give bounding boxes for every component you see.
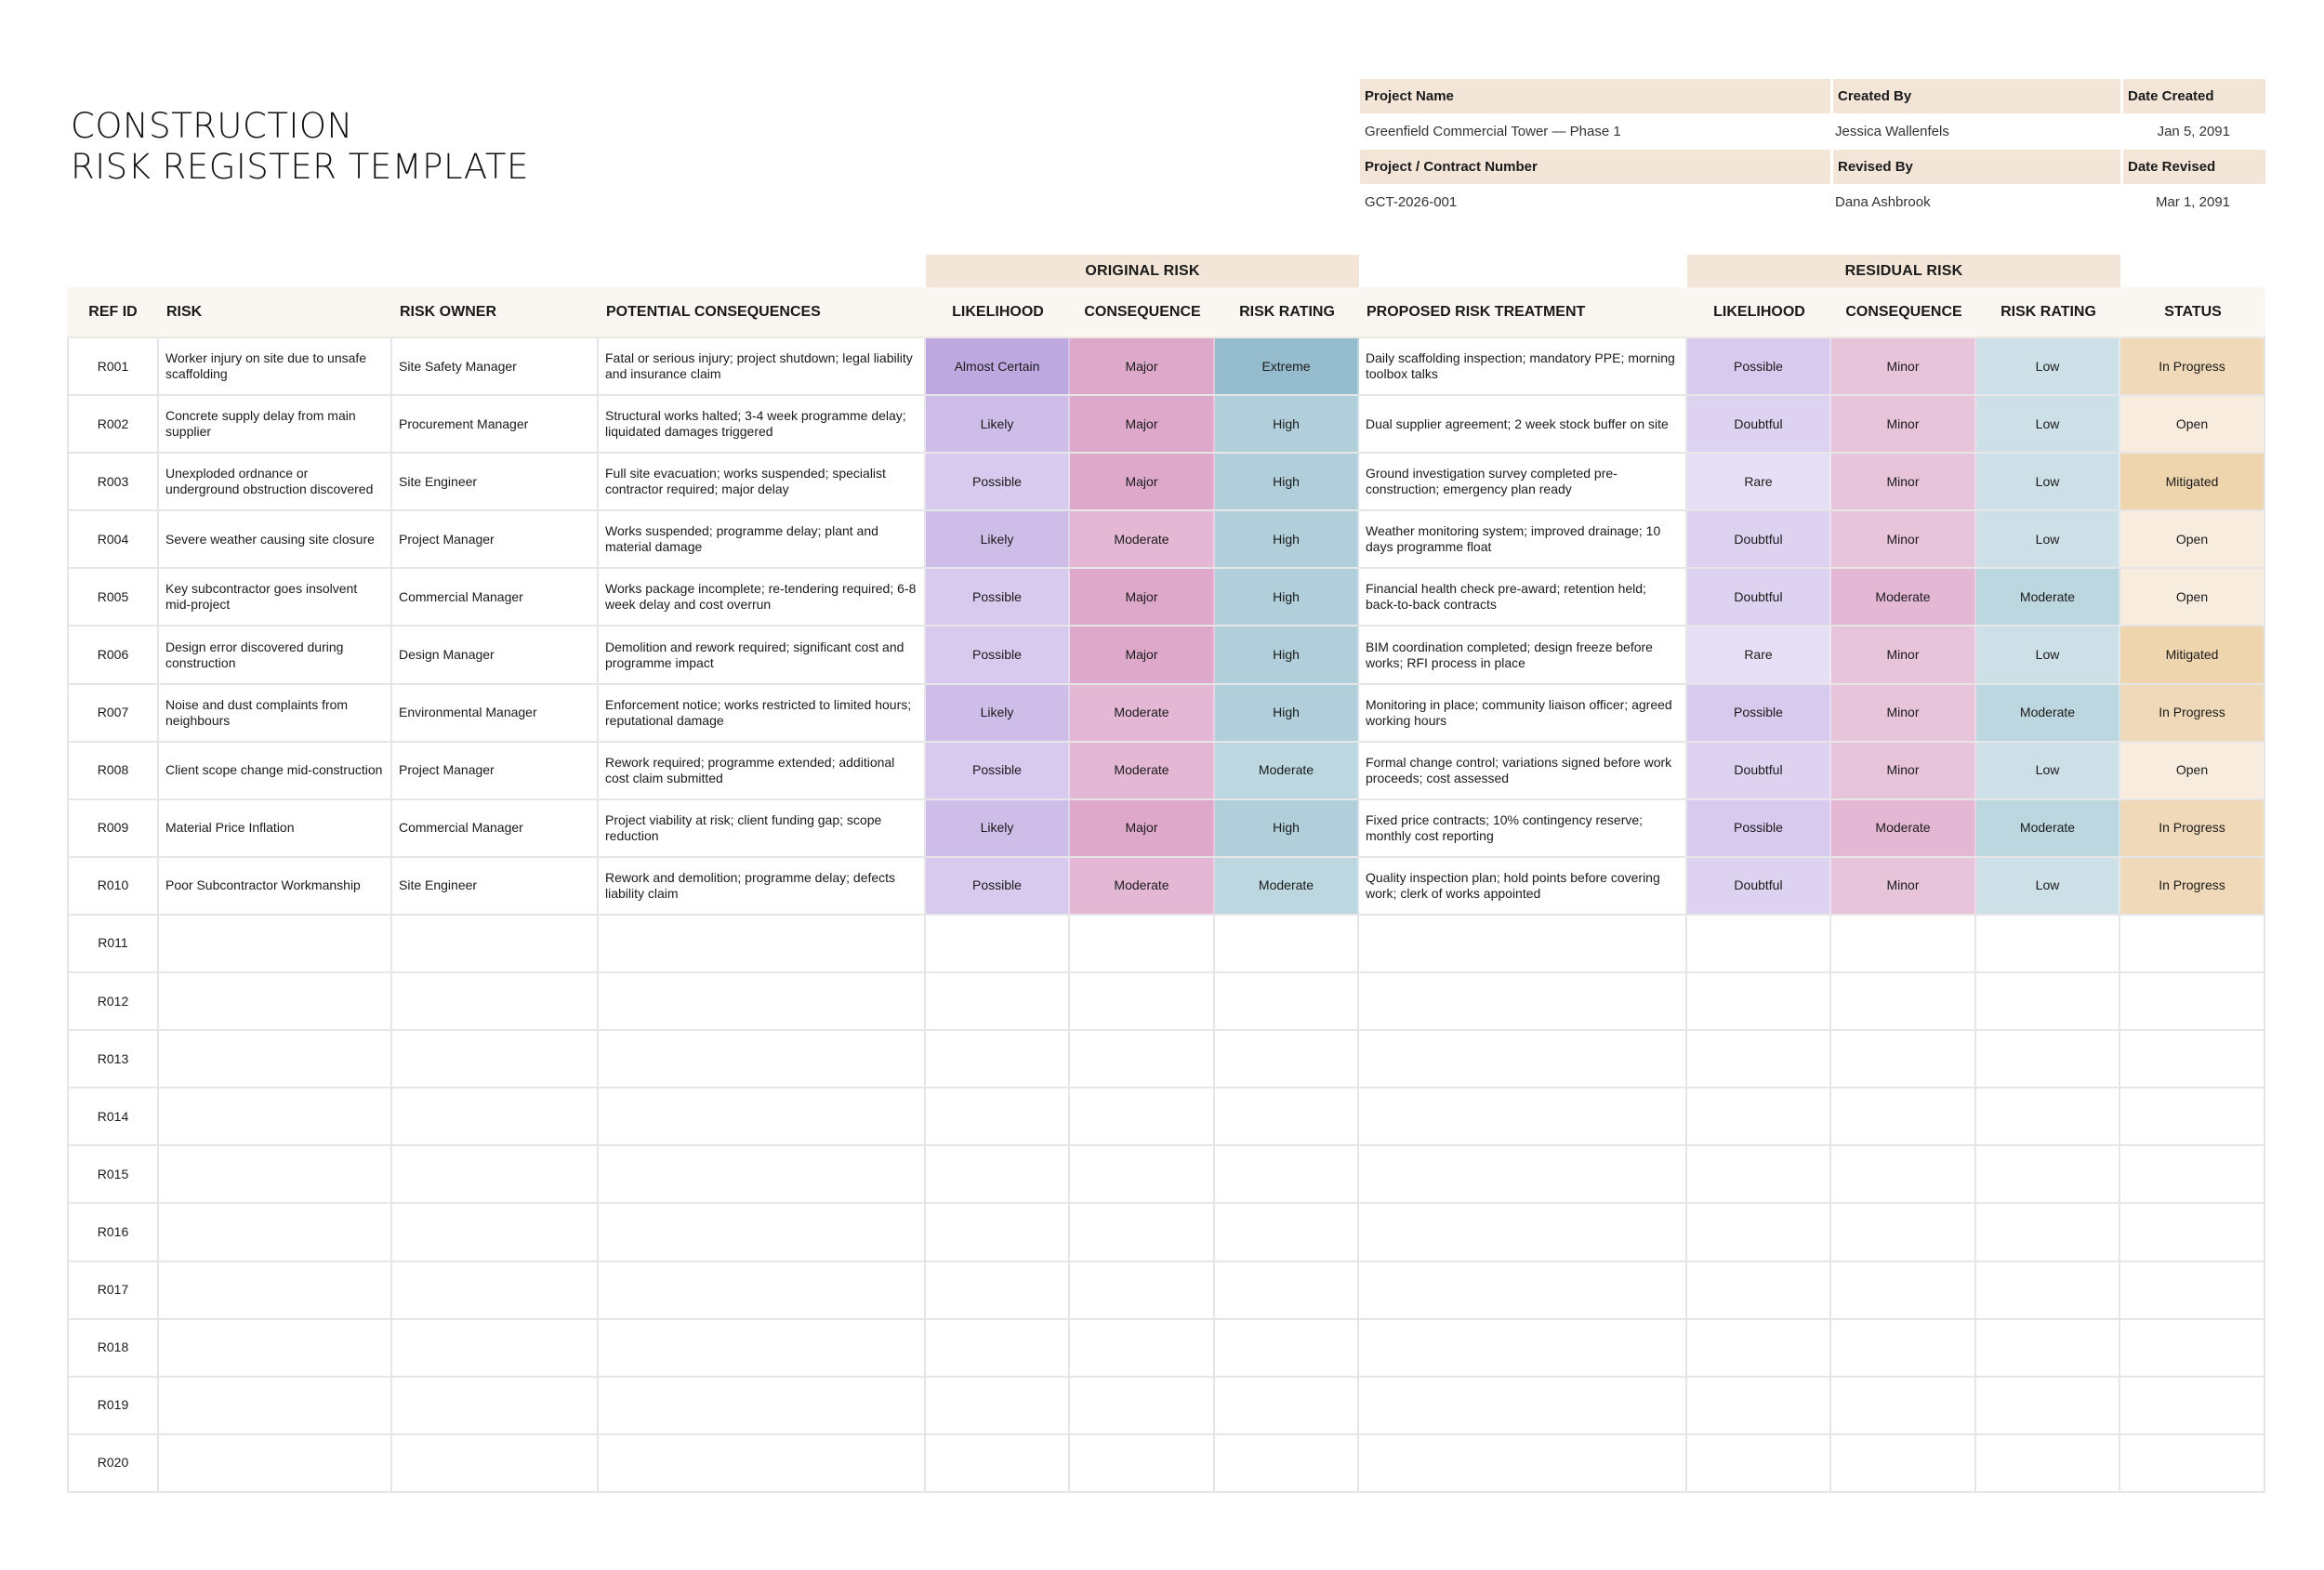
residual-likelihood-cell[interactable] — [1687, 973, 1831, 1029]
original-risk-rating-cell[interactable] — [1215, 1262, 1359, 1318]
risk-owner-cell[interactable] — [392, 1320, 599, 1376]
residual-risk-rating-cell[interactable]: Low — [1976, 396, 2120, 452]
potential-consequences-cell[interactable] — [599, 1204, 926, 1260]
potential-consequences-cell[interactable] — [599, 1088, 926, 1144]
title-line-2: RISK REGISTER TEMPLATE — [71, 147, 529, 187]
residual-consequence-cell[interactable]: Moderate — [1831, 569, 1976, 625]
col-header-risk: RISK — [166, 303, 203, 320]
proposed-risk-treatment-cell[interactable] — [1359, 1435, 1687, 1491]
risk-cell[interactable] — [159, 916, 392, 971]
status-cell[interactable]: Open — [2120, 511, 2265, 567]
risk-owner-cell[interactable] — [392, 1435, 599, 1491]
table-row — [67, 916, 2265, 973]
residual-consequence-cell[interactable] — [1831, 1378, 1976, 1433]
status-cell[interactable]: In Progress — [2120, 858, 2265, 914]
ref-id-cell: R014 — [67, 1088, 159, 1144]
residual-consequence-cell[interactable]: Minor — [1831, 685, 1976, 741]
date-revised-label: Date Revised — [2120, 150, 2265, 184]
residual-consequence-cell[interactable]: Minor — [1831, 454, 1976, 509]
potential-consequences-cell[interactable] — [599, 1378, 926, 1433]
residual-risk-rating-cell[interactable] — [1976, 1262, 2120, 1318]
risk-owner-cell[interactable] — [392, 1088, 599, 1144]
ref-id-cell: R017 — [67, 1262, 159, 1318]
original-risk-rating-cell[interactable]: High — [1215, 396, 1359, 452]
risk-owner-cell[interactable]: Procurement Manager — [392, 396, 599, 452]
table-row — [67, 454, 2265, 511]
residual-likelihood-cell[interactable]: Rare — [1687, 627, 1831, 682]
original-consequence-cell[interactable]: Major — [1070, 569, 1215, 625]
residual-consequence-cell[interactable]: Minor — [1831, 627, 1976, 682]
residual-consequence-cell[interactable] — [1831, 916, 1976, 971]
table-row — [67, 1262, 2265, 1320]
residual-consequence-cell[interactable] — [1831, 1262, 1976, 1318]
original-likelihood-cell[interactable]: Possible — [926, 743, 1070, 798]
original-consequence-cell[interactable] — [1070, 1088, 1215, 1144]
risk-owner-cell[interactable]: Commercial Manager — [392, 569, 599, 625]
residual-risk-rating-cell[interactable]: Low — [1976, 454, 2120, 509]
ref-id-cell: R018 — [67, 1320, 159, 1376]
ref-id-cell: R006 — [67, 627, 159, 682]
potential-consequences-cell[interactable] — [599, 1146, 926, 1202]
residual-risk-rating-cell[interactable] — [1976, 1146, 2120, 1202]
status-cell[interactable] — [2120, 1320, 2265, 1376]
original-risk-rating-cell[interactable]: Moderate — [1215, 858, 1359, 914]
original-likelihood-cell[interactable] — [926, 1031, 1070, 1087]
original-consequence-cell[interactable] — [1070, 1378, 1215, 1433]
table-row — [67, 1378, 2265, 1435]
original-likelihood-cell[interactable]: Possible — [926, 858, 1070, 914]
residual-consequence-cell[interactable]: Moderate — [1831, 800, 1976, 856]
original-consequence-cell[interactable]: Moderate — [1070, 858, 1215, 914]
original-likelihood-cell[interactable] — [926, 1146, 1070, 1202]
risk-owner-cell[interactable]: Site Safety Manager — [392, 338, 599, 394]
risk-cell[interactable] — [159, 1435, 392, 1491]
potential-consequences-cell[interactable]: Structural works halted; 3-4 week programme delay; liquidated damages triggered — [599, 396, 926, 452]
date-created-label: Date Created — [2120, 79, 2265, 113]
original-risk-rating-cell[interactable] — [1215, 1435, 1359, 1491]
ref-id-cell: R004 — [67, 511, 159, 567]
risk-cell[interactable] — [159, 1088, 392, 1144]
residual-likelihood-cell[interactable]: Possible — [1687, 685, 1831, 741]
ref-id-cell: R008 — [67, 743, 159, 798]
original-risk-rating-cell[interactable]: Moderate — [1215, 743, 1359, 798]
potential-consequences-cell[interactable] — [599, 1320, 926, 1376]
project-name-label: Project Name — [1360, 79, 1830, 113]
original-consequence-cell[interactable]: Major — [1070, 396, 1215, 452]
status-cell[interactable]: Mitigated — [2120, 627, 2265, 682]
proposed-risk-treatment-cell[interactable] — [1359, 1378, 1687, 1433]
residual-risk-rating-cell[interactable] — [1976, 973, 2120, 1029]
revised-by-label: Revised By — [1830, 150, 2120, 184]
ref-id-cell: R002 — [67, 396, 159, 452]
potential-consequences-cell[interactable]: Works package incomplete; re-tendering required; 6-8 week delay and cost overrun — [599, 569, 926, 625]
potential-consequences-cell[interactable]: Works suspended; programme delay; plant and material damage — [599, 511, 926, 567]
original-consequence-cell[interactable]: Major — [1070, 627, 1215, 682]
potential-consequences-cell[interactable]: Project viability at risk; client funding gap; scope reduction — [599, 800, 926, 856]
status-cell[interactable]: Open — [2120, 396, 2265, 452]
risk-cell[interactable]: Noise and dust complaints from neighbours — [159, 685, 392, 741]
original-risk-rating-cell[interactable] — [1215, 1088, 1359, 1144]
residual-likelihood-cell[interactable] — [1687, 1088, 1831, 1144]
proposed-risk-treatment-cell[interactable]: Monitoring in place; community liaison officer; agreed working hours — [1359, 685, 1687, 741]
residual-likelihood-cell[interactable]: Doubtful — [1687, 743, 1831, 798]
residual-consequence-cell[interactable]: Minor — [1831, 743, 1976, 798]
ref-id-cell: R016 — [67, 1204, 159, 1260]
residual-likelihood-cell[interactable] — [1687, 1435, 1831, 1491]
original-likelihood-cell[interactable]: Possible — [926, 627, 1070, 682]
risk-cell[interactable] — [159, 1204, 392, 1260]
revised-by-field[interactable]: Dana Ashbrook — [1835, 194, 1931, 210]
contract-number-field[interactable]: GCT-2026-001 — [1365, 194, 1458, 210]
proposed-risk-treatment-cell[interactable]: Dual supplier agreement; 2 week stock buffer on site — [1359, 396, 1687, 452]
table-row — [67, 1088, 2265, 1146]
risk-owner-cell[interactable] — [392, 1378, 599, 1433]
status-cell[interactable] — [2120, 1031, 2265, 1087]
status-cell[interactable]: In Progress — [2120, 800, 2265, 856]
residual-risk-rating-cell[interactable] — [1976, 1088, 2120, 1144]
meta-value-row — [1360, 184, 2265, 220]
original-risk-rating-cell[interactable]: High — [1215, 800, 1359, 856]
residual-likelihood-cell[interactable] — [1687, 1320, 1831, 1376]
table-row — [67, 396, 2265, 454]
col-header-proposed-risk-treatment: PROPOSED RISK TREATMENT — [1367, 303, 1586, 320]
residual-risk-rating-cell[interactable]: Moderate — [1976, 800, 2120, 856]
status-cell[interactable]: Open — [2120, 569, 2265, 625]
status-cell[interactable] — [2120, 1146, 2265, 1202]
ref-id-cell: R015 — [67, 1146, 159, 1202]
proposed-risk-treatment-cell[interactable]: Ground investigation survey completed pre-construction; emergency plan ready — [1359, 454, 1687, 509]
table-row — [67, 627, 2265, 684]
residual-likelihood-cell[interactable]: Rare — [1687, 454, 1831, 509]
residual-risk-rating-cell[interactable]: Moderate — [1976, 569, 2120, 625]
original-risk-rating-cell[interactable] — [1215, 916, 1359, 971]
original-likelihood-cell[interactable] — [926, 1435, 1070, 1491]
table-row — [67, 1204, 2265, 1261]
risk-cell[interactable]: Design error discovered during construction — [159, 627, 392, 682]
table-header-row — [67, 287, 2265, 338]
risk-owner-cell[interactable]: Environmental Manager — [392, 685, 599, 741]
table-row — [67, 511, 2265, 569]
potential-consequences-cell[interactable]: Fatal or serious injury; project shutdown; legal liability and insurance claim — [599, 338, 926, 394]
residual-consequence-cell[interactable] — [1831, 1204, 1976, 1260]
risk-cell[interactable]: Key subcontractor goes insolvent mid-project — [159, 569, 392, 625]
potential-consequences-cell[interactable]: Enforcement notice; works restricted to limited hours; reputational damage — [599, 685, 926, 741]
residual-risk-rating-cell[interactable] — [1976, 916, 2120, 971]
status-cell[interactable] — [2120, 973, 2265, 1029]
risk-owner-cell[interactable] — [392, 1146, 599, 1202]
original-consequence-cell[interactable]: Major — [1070, 454, 1215, 509]
potential-consequences-cell[interactable]: Demolition and rework required; significant cost and programme impact — [599, 627, 926, 682]
residual-likelihood-cell[interactable]: Doubtful — [1687, 511, 1831, 567]
residual-consequence-cell[interactable] — [1831, 1435, 1976, 1491]
residual-risk-rating-cell[interactable] — [1976, 1320, 2120, 1376]
status-cell[interactable] — [2120, 1204, 2265, 1260]
ref-id-cell: R019 — [67, 1378, 159, 1433]
table-row — [67, 973, 2265, 1031]
original-consequence-cell[interactable]: Moderate — [1070, 511, 1215, 567]
project-name-field[interactable]: Greenfield Commercial Tower — Phase 1 — [1365, 124, 1621, 139]
status-cell[interactable] — [2120, 1262, 2265, 1318]
original-consequence-cell[interactable]: Moderate — [1070, 743, 1215, 798]
original-risk-rating-cell[interactable]: High — [1215, 454, 1359, 509]
table-body — [67, 338, 2265, 1493]
original-consequence-cell[interactable] — [1070, 1031, 1215, 1087]
original-risk-rating-cell[interactable]: Extreme — [1215, 338, 1359, 394]
table-row — [67, 800, 2265, 858]
table-row — [67, 569, 2265, 627]
proposed-risk-treatment-cell[interactable] — [1359, 1204, 1687, 1260]
ref-id-cell: R011 — [67, 916, 159, 971]
residual-consequence-cell[interactable]: Minor — [1831, 396, 1976, 452]
original-consequence-cell[interactable] — [1070, 1320, 1215, 1376]
residual-consequence-cell[interactable] — [1831, 1088, 1976, 1144]
ref-id-cell: R012 — [67, 973, 159, 1029]
original-consequence-cell[interactable] — [1070, 973, 1215, 1029]
risk-owner-cell[interactable] — [392, 973, 599, 1029]
residual-likelihood-cell[interactable] — [1687, 916, 1831, 971]
residual-consequence-cell[interactable]: Minor — [1831, 338, 1976, 394]
proposed-risk-treatment-cell[interactable] — [1359, 1146, 1687, 1202]
col-header-residual-likelihood: LIKELIHOOD — [1713, 303, 1805, 320]
table-row — [67, 858, 2265, 916]
ref-id-cell: R007 — [67, 685, 159, 741]
potential-consequences-cell[interactable] — [599, 1262, 926, 1318]
risk-cell[interactable] — [159, 973, 392, 1029]
residual-likelihood-cell[interactable]: Doubtful — [1687, 396, 1831, 452]
risk-cell[interactable] — [159, 1320, 392, 1376]
ref-id-cell: R001 — [67, 338, 159, 394]
status-cell[interactable] — [2120, 1378, 2265, 1433]
table-row — [67, 1146, 2265, 1204]
original-likelihood-cell[interactable] — [926, 1088, 1070, 1144]
col-header-original-consequence: CONSEQUENCE — [1084, 303, 1201, 320]
residual-consequence-cell[interactable] — [1831, 973, 1976, 1029]
original-consequence-cell[interactable] — [1070, 1204, 1215, 1260]
meta-header-row — [1360, 79, 2265, 113]
original-risk-rating-cell[interactable] — [1215, 1204, 1359, 1260]
residual-likelihood-cell[interactable] — [1687, 1146, 1831, 1202]
original-likelihood-cell[interactable] — [926, 916, 1070, 971]
residual-risk-rating-cell[interactable]: Low — [1976, 338, 2120, 394]
potential-consequences-cell[interactable] — [599, 1435, 926, 1491]
col-header-ref-id: REF ID — [88, 303, 138, 320]
residual-risk-rating-cell[interactable]: Low — [1976, 743, 2120, 798]
original-consequence-cell[interactable] — [1070, 1262, 1215, 1318]
risk-owner-cell[interactable] — [392, 1204, 599, 1260]
proposed-risk-treatment-cell[interactable]: Daily scaffolding inspection; mandatory PPE; morning toolbox talks — [1359, 338, 1687, 394]
residual-consequence-cell[interactable] — [1831, 1031, 1976, 1087]
status-cell[interactable]: In Progress — [2120, 685, 2265, 741]
ref-id-cell: R003 — [67, 454, 159, 509]
col-header-original-risk-rating: RISK RATING — [1239, 303, 1335, 320]
original-risk-rating-cell[interactable]: High — [1215, 569, 1359, 625]
risk-cell[interactable] — [159, 1031, 392, 1087]
status-cell[interactable] — [2120, 1435, 2265, 1491]
table-row — [67, 685, 2265, 743]
risk-register-table — [67, 287, 2265, 1493]
residual-likelihood-cell[interactable]: Possible — [1687, 800, 1831, 856]
original-likelihood-cell[interactable]: Possible — [926, 569, 1070, 625]
risk-cell[interactable]: Worker injury on site due to unsafe scaffolding — [159, 338, 392, 394]
proposed-risk-treatment-cell[interactable] — [1359, 1031, 1687, 1087]
original-consequence-cell[interactable]: Major — [1070, 338, 1215, 394]
potential-consequences-cell[interactable]: Full site evacuation; works suspended; specialist contractor required; major delay — [599, 454, 926, 509]
table-row — [67, 1320, 2265, 1378]
residual-risk-rating-cell[interactable] — [1976, 1204, 2120, 1260]
original-risk-rating-cell[interactable]: High — [1215, 685, 1359, 741]
original-risk-rating-cell[interactable]: High — [1215, 627, 1359, 682]
residual-likelihood-cell[interactable]: Possible — [1687, 338, 1831, 394]
risk-cell[interactable]: Concrete supply delay from main supplier — [159, 396, 392, 452]
original-likelihood-cell[interactable] — [926, 1204, 1070, 1260]
ref-id-cell: R020 — [67, 1435, 159, 1491]
risk-owner-cell[interactable]: Site Engineer — [392, 454, 599, 509]
risk-owner-cell[interactable]: Site Engineer — [392, 858, 599, 914]
residual-risk-rating-cell[interactable]: Low — [1976, 627, 2120, 682]
original-risk-rating-cell[interactable] — [1215, 1320, 1359, 1376]
proposed-risk-treatment-cell[interactable] — [1359, 1088, 1687, 1144]
potential-consequences-cell[interactable]: Rework and demolition; programme delay; defects liability claim — [599, 858, 926, 914]
potential-consequences-cell[interactable] — [599, 916, 926, 971]
residual-consequence-cell[interactable] — [1831, 1320, 1976, 1376]
risk-owner-cell[interactable]: Design Manager — [392, 627, 599, 682]
risk-cell[interactable]: Unexploded ordnance or underground obstruction discovered — [159, 454, 392, 509]
created-by-label: Created By — [1830, 79, 2120, 113]
status-cell[interactable]: Open — [2120, 743, 2265, 798]
created-by-field[interactable]: Jessica Wallenfels — [1835, 124, 1949, 139]
residual-risk-rating-cell[interactable] — [1976, 1435, 2120, 1491]
original-likelihood-cell[interactable]: Almost Certain — [926, 338, 1070, 394]
original-consequence-cell[interactable] — [1070, 1146, 1215, 1202]
proposed-risk-treatment-cell[interactable]: Weather monitoring system; improved drainage; 10 days programme float — [1359, 511, 1687, 567]
original-risk-rating-cell[interactable] — [1215, 1378, 1359, 1433]
potential-consequences-cell[interactable] — [599, 973, 926, 1029]
col-header-residual-consequence: CONSEQUENCE — [1845, 303, 1962, 320]
risk-cell[interactable]: Poor Subcontractor Workmanship — [159, 858, 392, 914]
original-likelihood-cell[interactable]: Likely — [926, 685, 1070, 741]
residual-consequence-cell[interactable]: Minor — [1831, 858, 1976, 914]
residual-consequence-cell[interactable] — [1831, 1146, 1976, 1202]
original-risk-rating-cell[interactable] — [1215, 1031, 1359, 1087]
table-row — [67, 1031, 2265, 1088]
risk-owner-cell[interactable] — [392, 1031, 599, 1087]
original-consequence-cell[interactable] — [1070, 916, 1215, 971]
proposed-risk-treatment-cell[interactable] — [1359, 916, 1687, 971]
proposed-risk-treatment-cell[interactable]: Fixed price contracts; 10% contingency reserve; monthly cost reporting — [1359, 800, 1687, 856]
status-cell[interactable]: Mitigated — [2120, 454, 2265, 509]
original-risk-rating-cell[interactable] — [1215, 1146, 1359, 1202]
project-info-table — [1360, 79, 2265, 220]
original-likelihood-cell[interactable]: Likely — [926, 800, 1070, 856]
col-header-residual-risk-rating: RISK RATING — [2000, 303, 2096, 320]
risk-cell[interactable]: Material Price Inflation — [159, 800, 392, 856]
risk-cell[interactable] — [159, 1262, 392, 1318]
original-consequence-cell[interactable]: Major — [1070, 800, 1215, 856]
table-row — [67, 338, 2265, 396]
residual-risk-rating-cell[interactable]: Low — [1976, 511, 2120, 567]
date-created-field[interactable]: Jan 5, 2091 — [2157, 124, 2230, 139]
col-header-risk-owner: RISK OWNER — [400, 303, 496, 320]
original-likelihood-cell[interactable] — [926, 1262, 1070, 1318]
original-likelihood-cell[interactable]: Likely — [926, 511, 1070, 567]
meta-header-row — [1360, 150, 2265, 184]
residual-likelihood-cell[interactable]: Doubtful — [1687, 858, 1831, 914]
risk-cell[interactable] — [159, 1146, 392, 1202]
residual-likelihood-cell[interactable] — [1687, 1031, 1831, 1087]
ref-id-cell: R009 — [67, 800, 159, 856]
date-revised-field[interactable]: Mar 1, 2091 — [2155, 194, 2230, 210]
proposed-risk-treatment-cell[interactable]: BIM coordination completed; design freeze before works; RFI process in place — [1359, 627, 1687, 682]
ref-id-cell: R005 — [67, 569, 159, 625]
residual-likelihood-cell[interactable] — [1687, 1262, 1831, 1318]
page-title — [71, 106, 529, 188]
original-likelihood-cell[interactable] — [926, 973, 1070, 1029]
col-header-original-likelihood: LIKELIHOOD — [952, 303, 1044, 320]
original-likelihood-cell[interactable] — [926, 1378, 1070, 1433]
residual-risk-rating-cell[interactable]: Low — [1976, 858, 2120, 914]
residual-likelihood-cell[interactable] — [1687, 1378, 1831, 1433]
proposed-risk-treatment-cell[interactable]: Formal change control; variations signed before work proceeds; cost assessed — [1359, 743, 1687, 798]
original-risk-group-header: ORIGINAL RISK — [926, 255, 1359, 287]
original-risk-rating-cell[interactable] — [1215, 973, 1359, 1029]
potential-consequences-cell[interactable] — [599, 1031, 926, 1087]
risk-cell[interactable]: Client scope change mid-construction — [159, 743, 392, 798]
table-row — [67, 743, 2265, 800]
title-line-1: CONSTRUCTION — [71, 106, 353, 146]
proposed-risk-treatment-cell[interactable]: Financial health check pre-award; retention held; back-to-back contracts — [1359, 569, 1687, 625]
proposed-risk-treatment-cell[interactable] — [1359, 1262, 1687, 1318]
proposed-risk-treatment-cell[interactable] — [1359, 1320, 1687, 1376]
col-header-potential-consequences: POTENTIAL CONSEQUENCES — [606, 303, 821, 320]
status-cell[interactable]: In Progress — [2120, 338, 2265, 394]
status-cell[interactable] — [2120, 916, 2265, 971]
residual-likelihood-cell[interactable]: Doubtful — [1687, 569, 1831, 625]
residual-consequence-cell[interactable]: Minor — [1831, 511, 1976, 567]
proposed-risk-treatment-cell[interactable] — [1359, 973, 1687, 1029]
risk-owner-cell[interactable] — [392, 1262, 599, 1318]
proposed-risk-treatment-cell[interactable]: Quality inspection plan; hold points before covering work; clerk of works appointed — [1359, 858, 1687, 914]
contract-number-label: Project / Contract Number — [1360, 150, 1830, 184]
ref-id-cell: R013 — [67, 1031, 159, 1087]
residual-risk-group-header: RESIDUAL RISK — [1687, 255, 2120, 287]
ref-id-cell: R010 — [67, 858, 159, 914]
residual-risk-rating-cell[interactable] — [1976, 1031, 2120, 1087]
table-row — [67, 1435, 2265, 1493]
risk-owner-cell[interactable]: Commercial Manager — [392, 800, 599, 856]
risk-cell[interactable]: Severe weather causing site closure — [159, 511, 392, 567]
original-risk-rating-cell[interactable]: High — [1215, 511, 1359, 567]
risk-owner-cell[interactable]: Project Manager — [392, 743, 599, 798]
original-consequence-cell[interactable]: Moderate — [1070, 685, 1215, 741]
residual-likelihood-cell[interactable] — [1687, 1204, 1831, 1260]
original-likelihood-cell[interactable]: Possible — [926, 454, 1070, 509]
original-likelihood-cell[interactable]: Likely — [926, 396, 1070, 452]
residual-risk-rating-cell[interactable]: Moderate — [1976, 685, 2120, 741]
status-cell[interactable] — [2120, 1088, 2265, 1144]
potential-consequences-cell[interactable]: Rework required; programme extended; additional cost claim submitted — [599, 743, 926, 798]
meta-value-row — [1360, 113, 2265, 150]
risk-owner-cell[interactable]: Project Manager — [392, 511, 599, 567]
original-consequence-cell[interactable] — [1070, 1435, 1215, 1491]
risk-cell[interactable] — [159, 1378, 392, 1433]
original-likelihood-cell[interactable] — [926, 1320, 1070, 1376]
residual-risk-rating-cell[interactable] — [1976, 1378, 2120, 1433]
col-header-status: STATUS — [2164, 303, 2222, 320]
risk-owner-cell[interactable] — [392, 916, 599, 971]
